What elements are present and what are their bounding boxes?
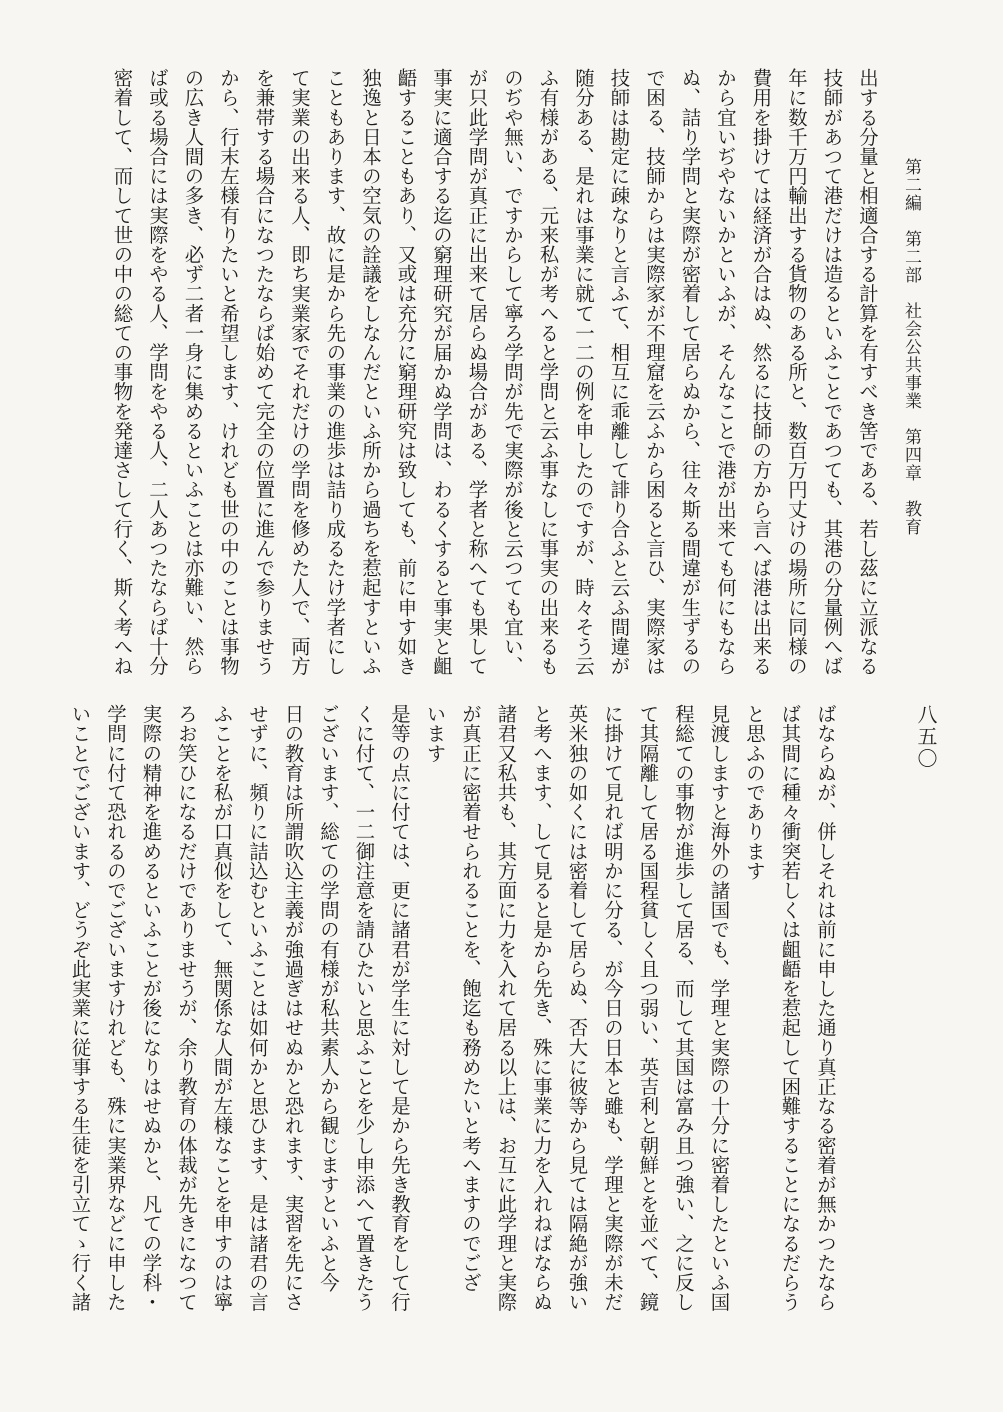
text-column: で困る、技師からは実際家が不理窟を云ふから困ると言ひ、実際家は <box>643 68 666 676</box>
text-column: ふことを私が口真似をして、無関係な人間が左様なことを申すのは寧 <box>210 704 234 1312</box>
text-column: 費用を掛けては経済が合はぬ、然るに技師の方から言へば港は出来る <box>749 68 773 676</box>
text-column: が只此学問が真正に出来て居らぬ場合がある、学者と称へても果して <box>465 68 489 676</box>
upper-text-block <box>65 68 885 676</box>
text-column: から宜いぢやないかといふが、そんなことで港が出来ても何にもなら <box>714 68 737 676</box>
text-column: 日の教育は所謂吹込主義が強過ぎはせぬかと恐れます、実習を先にさ <box>281 704 305 1312</box>
text-column: から、行末左様有りたいと希望します、けれども世の中のことは事物 <box>217 68 240 676</box>
text-column: て其隔離して居る国程貧しく且つ弱い、英吉利と朝鮮とを並べて、鏡 <box>636 704 660 1312</box>
text-column: 技師があつて港だけは造るといふことであつても、其港の分量例へば <box>820 68 844 676</box>
text-column: 実際の精神を進めるといふことが後になりはせぬかと、凡ての学科・ <box>139 704 163 1312</box>
text-column: 技師は勘定に疎なりと言ふて、相互に乖離して誹り合ふと云ふ間違が <box>607 68 631 676</box>
text-column: 齬することもあり、又或は充分に窮理研究は致しても、前に申す如き <box>394 68 418 676</box>
text-column: と思ふのであります <box>743 704 766 881</box>
running-header: 第二編 第二部 社会公共事業 第四章 教育 <box>901 158 921 536</box>
text-column: ぬ、詰り学問と実際が密着して居らぬから、往々斯る間違が生ずるの <box>678 68 702 676</box>
text-column: 諸君又私共も、其方面に力を入れて居る以上は、お互に此学理と実際 <box>494 704 518 1312</box>
text-column: こともあります、故に是から先の事業の進歩は詰り成るたけ学者にし <box>323 68 347 676</box>
text-column: 年に数千万円輸出する貨物のある所と、数百万円丈けの場所に同様の <box>785 68 808 676</box>
text-column: 英米独の如くには密着して居らぬ、否大に彼等から見ては隔絶が強い <box>565 704 589 1312</box>
text-column: ばならぬが、併しそれは前に申した通り真正なる密着が無かつたなら <box>814 704 837 1312</box>
text-column: くに付て、一二御注意を請ひたいと思ふことを少し申添へて置きたう <box>352 704 376 1312</box>
text-column: 密着して、而して世の中の総ての事物を発達さして行く、斯く考へね <box>110 68 134 676</box>
text-column: が真正に密着せられることを、飽迄も務めたいと考へますのでござ <box>459 704 482 1292</box>
page-number: 八五〇 <box>914 704 938 770</box>
text-column: ろお笑ひになるだけでありませうが、余り教育の体裁が先きになつて <box>175 704 198 1312</box>
lower-text-block <box>53 704 843 1312</box>
text-column: 見渡しますと海外の諸国でも、学理と実際の十分に密着したといふ国 <box>707 704 731 1312</box>
text-column: ございます、総ての学問の有様が私共素人から観じますといふと今 <box>317 704 340 1292</box>
text-column: て実業の出来る人、即ち実業家でそれだけの学問を修めた人で、両方 <box>288 68 311 676</box>
text-column: と考へます、して見ると是から先き、殊に事業に力を入れねばならぬ <box>530 704 553 1312</box>
text-column: ば或る場合には実際をやる人、学問をやる人、二人あつたならば十分 <box>146 68 169 676</box>
text-column: の広き人間の多き、必ず二者一身に集めるといふことは亦難い、然ら <box>181 68 205 676</box>
text-column: ふ有様がある、元来私が考へると学問と云ふ事なしに事実の出来るも <box>536 68 560 676</box>
text-column: せずに、頻りに詰込むといふことは如何かと思ひます、是は諸君の言 <box>246 704 269 1312</box>
text-column: ば其間に種々衝突若しくは齟齬を惹起して困難することになるだらう <box>778 704 802 1312</box>
text-column: を兼帯する場合になつたならば始めて完全の位置に進んで参りませう <box>252 68 276 676</box>
text-column: 学問に付て恐れるのでございますけれども、殊に実業界などに申した <box>104 704 127 1312</box>
text-column: います <box>423 704 447 763</box>
text-column: に掛けて見れば明かに分る、が今日の日本と雖も、学理と実際が未だ <box>601 704 624 1312</box>
text-column: 独逸と日本の空気の詮議をしなんだといふ所から過ちを惹起すといふ <box>359 68 382 676</box>
text-column: 是等の点に付ては、更に諸君が学生に対して是から先き教育をして行 <box>388 704 411 1312</box>
text-column: のぢや無い、ですからして寧ろ学問が先で実際が後と云つても宜い、 <box>501 68 524 676</box>
text-column: いことでございます、どうぞ此実業に従事する生徒を引立てゝ行く諸 <box>68 704 92 1312</box>
text-column: 随分ある、是れは事業に就て一二の例を申したのですが、時々そう云 <box>572 68 595 676</box>
text-column: 程総ての事物が進歩して居る、而して其国は富み且つ強い、之に反し <box>672 704 695 1312</box>
text-column: 事実に適合する迄の窮理研究が届かぬ学問は、わるくすると事実と齟 <box>430 68 453 676</box>
text-column: 出する分量と相適合する計算を有すべき筈である、若し茲に立派なる <box>856 68 879 676</box>
